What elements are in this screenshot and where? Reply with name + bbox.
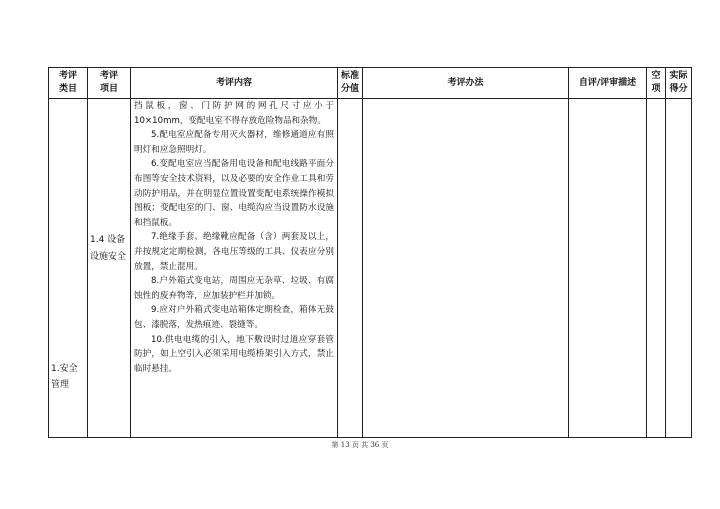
header-self-review: 自评/评审描述 — [569, 68, 647, 99]
table-row — [49, 99, 692, 438]
actual-score-cell — [666, 99, 692, 438]
item-cell — [88, 99, 131, 438]
page-number-footer: 第 13 页 共 36 页 — [331, 441, 389, 449]
evaluation-table — [48, 67, 692, 438]
score-cell — [338, 99, 363, 438]
header-method: 考评办法 — [363, 68, 569, 99]
content-text — [131, 99, 337, 376]
content-paragraph: 挡鼠板，窗、门防护网的网孔尺寸应小于 10×10mm，变配电室不得存放危险物品和杂物。 — [134, 101, 334, 126]
content-paragraph: 9.应对户外箱式变电站箱体定期检查，箱体无鼓包、漆脱落，发热痕迹、裂缝等。 — [134, 305, 334, 330]
content-paragraph: 10.供电电缆的引入，地下敷设时过道应穿套管防护，如上空引入必须采用电缆桥架引入方式，禁止临时悬挂。 — [134, 334, 334, 374]
header-row — [49, 68, 692, 99]
header-item: 考评 项目 — [88, 68, 131, 99]
category-text: 1.安全管理 — [51, 364, 78, 390]
method-cell — [363, 99, 569, 438]
empty-cell — [647, 99, 666, 438]
header-actual-score: 实际 得分 — [666, 68, 692, 99]
content-paragraph: 8.户外箱式变电站，周围应无杂草、垃圾、有腐蚀性的废弃物等，应加装护栏并加锁。 — [134, 276, 334, 301]
category-cell — [49, 99, 88, 438]
header-empty: 空 项 — [647, 68, 666, 99]
content-paragraph: 6.变配电室应当配备用电设备和配电线路平面分布图等安全技术资料，以及必要的安全作业工具和劳动防护用品，并在明显位置设置变配电系统操作模拟图板；变配电室的门、窗、电缆沟应当设置防水设施和挡鼠板。 — [134, 159, 334, 228]
header-score: 标准 分值 — [338, 68, 363, 99]
content-cell — [131, 99, 338, 438]
content-paragraph: 7.绝缘手套、绝缘靴应配备（含）两套及以上，并按规定定期检测，各电压等级的工具、仪表应分别放置，禁止混用。 — [134, 232, 334, 272]
header-category: 考评 类目 — [49, 68, 88, 99]
content-paragraph: 5.配电室应配备专用灭火器材，维修通道应有照明灯和应急照明灯。 — [134, 130, 334, 155]
header-content: 考评内容 — [131, 68, 338, 99]
self-review-cell — [569, 99, 647, 438]
item-text: 1.4 设备设施安全 — [90, 235, 127, 262]
